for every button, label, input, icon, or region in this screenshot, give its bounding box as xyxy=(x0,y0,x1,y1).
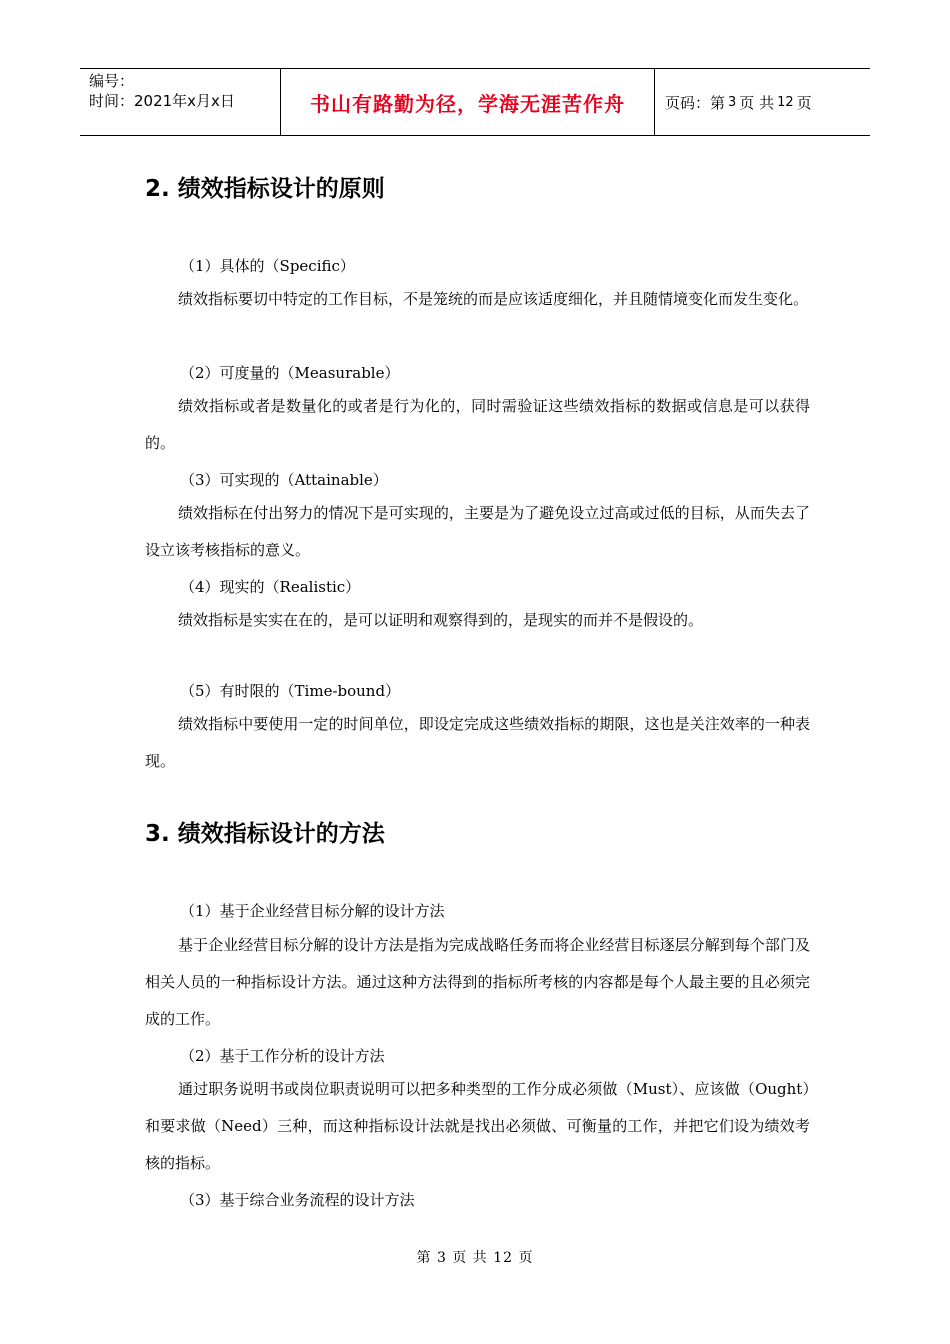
subsection-heading: （3）可实现的（Attainable） xyxy=(180,471,388,489)
page-footer: 第 3 页 共 12 页 xyxy=(416,1250,534,1266)
subsection-heading: （1）基于企业经营目标分解的设计方法 xyxy=(180,902,445,920)
page-current: 3 xyxy=(728,94,737,110)
subsection-heading: （4）现实的（Realistic） xyxy=(180,578,361,596)
page-mid: 页 共 xyxy=(739,93,775,112)
page-suffix: 页 xyxy=(796,93,812,112)
paragraph: 绩效指标或者是数量化的或者是行为化的，同时需验证这些绩效指标的数据或信息是可以获得的。 xyxy=(145,397,810,452)
paragraph: 通过职务说明书或岗位职责说明可以把多种类型的工作分成必须做（Must）、应该做（Ought）和要求做（Need）三种，而这种指标设计法就是找出必须做、可衡量的工作，并把它们设为绩效考核的指标。 xyxy=(145,1080,810,1172)
header-motto: 书山有路勤为径，学海无涯苦作舟 xyxy=(281,69,655,135)
subsection-heading: （5）有时限的（Time-bound） xyxy=(180,682,401,700)
subsection-heading: （3）基于综合业务流程的设计方法 xyxy=(180,1191,415,1209)
subsection-heading: （2）基于工作分析的设计方法 xyxy=(180,1047,385,1065)
page-prefix: 页码：第 xyxy=(665,93,726,112)
document-number-label: 编号： xyxy=(89,72,135,90)
section-title: 2. 绩效指标设计的原则 xyxy=(145,176,385,202)
page-header xyxy=(80,68,870,136)
subsection-heading: （2）可度量的（Measurable） xyxy=(180,364,400,382)
paragraph: 基于企业经营目标分解的设计方法是指为完成战略任务而将企业经营目标逐层分解到每个部门及相关人员的一种指标设计方法。通过这种方法得到的指标所考核的内容都是每个人最主要的且必须完成的工作。 xyxy=(145,936,810,1028)
subsection-heading: （1）具体的（Specific） xyxy=(180,257,355,275)
paragraph: 绩效指标中要使用一定的时间单位，即设定完成这些绩效指标的期限，这也是关注效率的一种表现。 xyxy=(145,715,810,770)
header-page-info xyxy=(655,69,870,135)
paragraph: 绩效指标要切中特定的工作目标，不是笼统的而是应该适度细化，并且随情境变化而发生变化。 xyxy=(178,290,809,308)
header-meta xyxy=(80,69,281,135)
paragraph: 绩效指标是实实在在的，是可以证明和观察得到的，是现实的而并不是假设的。 xyxy=(178,611,704,629)
document-date: 时间：2021年x月x日 xyxy=(89,92,235,110)
section-title: 3. 绩效指标设计的方法 xyxy=(145,821,385,847)
paragraph: 绩效指标在付出努力的情况下是可实现的，主要是为了避免设立过高或过低的目标，从而失去了设立该考核指标的意义。 xyxy=(145,504,810,559)
page-total: 12 xyxy=(777,94,794,110)
